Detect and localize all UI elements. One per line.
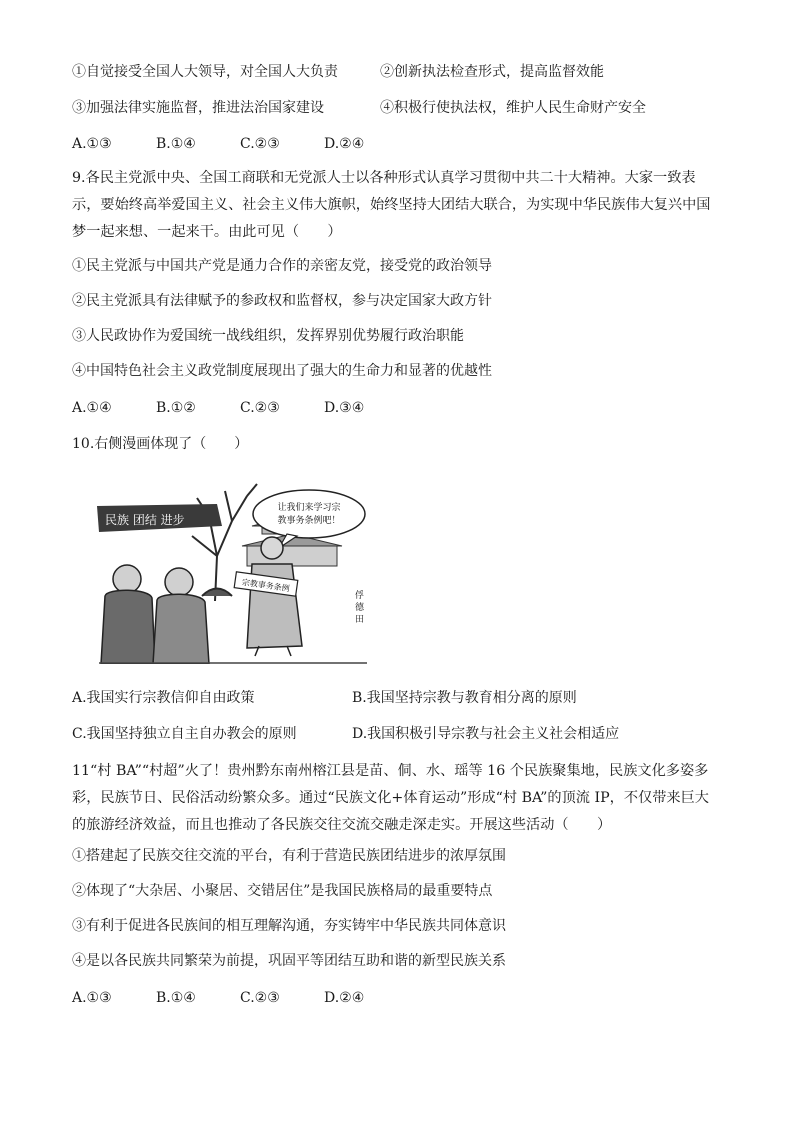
q9-stem: 9.各民主党派中央、全国工商联和无党派人士以各种形式认真学习贯彻中共二十大精神。大家一致表示，要始终高举爱国主义、社会主义伟大旗帜，始终坚持大团结大联合，为实现中华民族伟大复兴中国梦一起来想、一起来干。由此可见（ ） — [72, 170, 711, 240]
book-title: 宗教事务条例 — [241, 577, 291, 594]
q10-cartoon — [97, 476, 369, 664]
q9-choices — [72, 398, 408, 418]
q8-option-2: ②创新执法检查形式，提高监督效能 — [380, 64, 604, 80]
listener-figures — [101, 565, 209, 664]
q8-choice-d[interactable]: D.②④ — [324, 136, 365, 152]
q11-stem: 11“村 BA”“村超”火了！贵州黔东南州榕江县是苗、侗、水、瑶等 16 个民族聚集地，民族文化多姿多彩，民族节日、民俗活动纷繁众多。通过“民族文化+体育运动”形成“村 BA”的顶流 IP，不仅带来巨大的旅游经济效益，而且也推动了各民族交往交流交融走深走实。开展这些活动（ ） — [72, 763, 709, 833]
q11-choice-d[interactable]: D.②④ — [324, 990, 365, 1006]
q10-option-a[interactable]: A.我国实行宗教信仰自由政策 — [72, 690, 255, 706]
q8-option-1: ①自觉接受全国人大领导，对全国人大负责 — [72, 64, 338, 80]
q9-option-1: ①民主党派与中国共产党是通力合作的亲密友党，接受党的政治领导 — [72, 258, 492, 274]
q9-choice-c[interactable]: C.②③ — [240, 400, 280, 416]
q10-option-c[interactable]: C.我国坚持独立自主自办教会的原则 — [72, 726, 297, 742]
q9-option-4: ④中国特色社会主义政党制度展现出了强大的生命力和显著的优越性 — [72, 363, 492, 379]
q9-option-3: ③人民政协作为爱国统一战线组织，发挥界别优势履行政治职能 — [72, 328, 464, 344]
q10-option-b[interactable]: B.我国坚持宗教与教育相分离的原则 — [352, 690, 577, 706]
q11-choice-c[interactable]: C.②③ — [240, 990, 280, 1006]
unity-banner — [97, 504, 222, 532]
q8-choice-a[interactable]: A.①③ — [72, 136, 112, 152]
q8-option-4: ④积极行使执法权，维护人民生命财产安全 — [380, 100, 646, 116]
signature-char-1: 俘 — [355, 591, 365, 601]
q8-choice-c[interactable]: C.②③ — [240, 136, 280, 152]
q10-option-d[interactable]: D.我国积极引导宗教与社会主义社会相适应 — [352, 726, 620, 742]
q8-option-3: ③加强法律实施监督，推进法治国家建设 — [72, 100, 324, 116]
artist-signature — [355, 589, 367, 625]
q10-stem: 10.右侧漫画体现了（ ） — [72, 436, 249, 452]
q11-choice-a[interactable]: A.①③ — [72, 990, 112, 1006]
q11-choices — [72, 988, 408, 1008]
speech-line-2: 教事务条例吧！ — [277, 516, 341, 526]
q8-choice-b[interactable]: B.①④ — [156, 136, 196, 152]
speech-line-1: 让我们来学习宗 — [277, 503, 341, 513]
q9-choice-d[interactable]: D.③④ — [324, 400, 365, 416]
q11-option-3: ③有利于促进各民族间的相互理解沟通，夯实铸牢中华民族共同体意识 — [72, 918, 506, 934]
q9-option-2: ②民主党派具有法律赋予的参政权和监督权，参与决定国家大政方针 — [72, 293, 492, 309]
signature-char-3: 田 — [355, 615, 365, 625]
q11-option-1: ①搭建起了民族交往交流的平台，有利于营造民族团结进步的浓厚氛围 — [72, 848, 506, 864]
q11-option-2: ②体现了“大杂居、小聚居、交错居住”是我国民族格局的最重要特点 — [72, 883, 493, 899]
q9-choice-a[interactable]: A.①④ — [72, 400, 112, 416]
signature-char-2: 德 — [355, 603, 365, 613]
banner-text: 民族 团结 进步 — [105, 513, 185, 527]
q9-choice-b[interactable]: B.①② — [156, 400, 196, 416]
q11-option-4: ④是以各民族共同繁荣为前提，巩固平等团结互助和谐的新型民族关系 — [72, 953, 506, 969]
q11-choice-b[interactable]: B.①④ — [156, 990, 196, 1006]
q8-choices — [72, 134, 408, 154]
